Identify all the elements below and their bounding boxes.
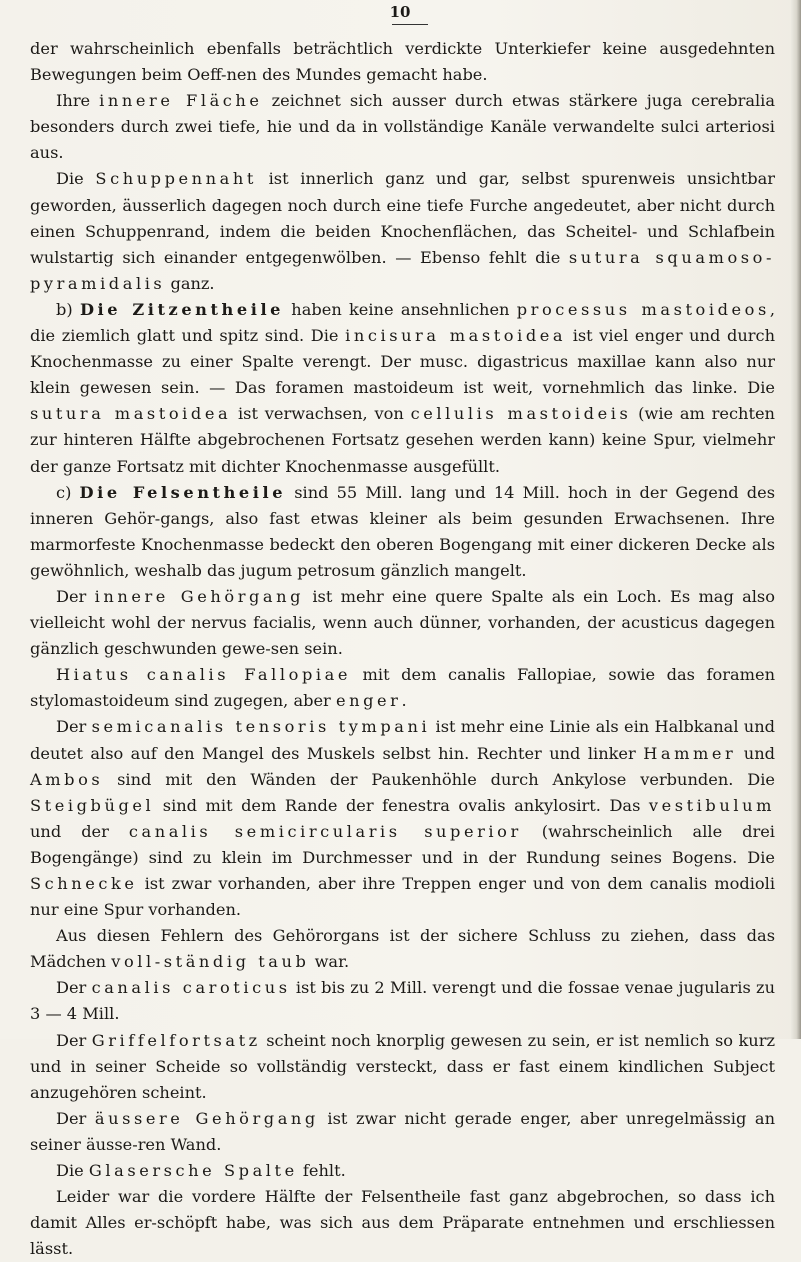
paragraph-conclusion-deaf: Aus diesen Fehlern des Gehörorgans ist der sichere Schluss zu ziehen, dass das Mädchen voll-ständig taub war.	[30, 926, 775, 972]
paragraph-hiatus: Hiatus canalis Fallopiae mit dem canalis Fallopiae, sowie das foramen stylomastoideum sind zugegen, aber enger.	[30, 665, 775, 711]
paragraph-squamous-suture: Die Schuppennaht ist innerlich ganz und gar, selbst spurenweis unsichtbar geworden, äusserlich dagegen noch durch eine tiefe Furche angedeutet, aber nicht durch einen Schuppenrand, indem die beiden Knochenflächen, das Scheitel- und Schlafbein wulstartig sich einander entgegenwölben. — Ebenso fehlt die sutura squamoso-pyramidalis ganz.	[30, 169, 775, 293]
paragraph-inner-surface: Ihre innere Fläche zeichnet sich ausser durch etwas stärkere juga cerebralia besonders durch zwei tiefe, hie und da in vollständige Kanäle verwandelte sulci arteriosi aus.	[30, 91, 775, 163]
paragraph-glaserian: Die Glasersche Spalte fehlt.	[56, 1161, 346, 1181]
paragraph-carotid: Der canalis caroticus ist bis zu 2 Mill. verengt und die fossae venae jugularis zu 3 — 4 Mill.	[30, 978, 775, 1024]
header-rule	[392, 24, 428, 25]
paragraph-internal-meatus: Der innere Gehörgang ist mehr eine quere Spalte als ein Loch. Es mag also vielleicht wohl der nervus facialis, wenn auch dünner, vorhanden, der acusticus dagegen gänzlich geschwunden gewe-sen sein.	[30, 586, 775, 659]
paragraph-final: Leider war die vordere Hälfte der Felsentheile fast ganz abgebrochen, so dass ich damit Alles er-schöpft habe, was sich aus dem Präparate entnehmen und erschliessen lässt.	[30, 1187, 775, 1259]
paragraph-petrous: c) Die Felsentheile sind 55 Mill. lang und 14 Mill. hoch in der Gegend des inneren Gehör-gangs, also fast etwas kleiner als beim gesunden Erwachsenen. Ihre marmorfeste Knochenmasse bedeckt den oberen Bogengang mit einer dickeren Decke als gewöhnlich, weshalb das jugum petrosum gänzlich mangelt.	[30, 482, 776, 580]
paragraph-external-meatus: Der äussere Gehörgang ist zwar nicht gerade enger, aber unregelmässig an seiner äusse-ren Wand.	[30, 1108, 775, 1154]
body-text	[30, 36, 775, 1262]
page-edge-shadow	[791, 0, 801, 1039]
paragraph-styloid: Der Griffelfortsatz scheint noch knorplig gewesen zu sein, er ist nemlich so kurz und in seiner Scheide so vollständig versteckt, dass er fast einem kindlichen Subject anzugehören scheint.	[30, 1030, 775, 1102]
paragraph-semicanal: Der semicanalis tensoris tympani ist mehr eine Linie als ein Halbkanal und deutet also auf den Mangel des Muskels selbst hin. Rechter und linker Hammer und Ambos sind mit den Wänden der Paukenhöhle durch Ankylose verbunden. Die Steigbügel sind mit dem Rande der fenestra ovalis ankylosirt. Das vestibulum und der canalis semicircularis superior (wahrscheinlich alle drei Bogengänge) sind zu klein im Durchmesser und in der Rundung seines Bogens. Die Schnecke ist zwar vorhanden, aber ihre Treppen enger und von dem canalis modioli nur eine Spur vorhanden.	[30, 717, 776, 920]
page-number: 10	[389, 3, 411, 21]
paragraph-mastoid: b) Die Zitzentheile haben keine ansehnlichen processus mastoideos, die ziemlich glatt und spitz sind. Die incisura mastoidea ist viel enger und durch Knochenmasse zu einer Spalte verengt. Der musc. digastricus maxillae kann also nur klein gewesen sein. — Das foramen mastoideum ist weit, vornehmlich das linke. Die sutura mastoidea ist verwachsen, von cellulis mastoideis (wie am rechten zur hinteren Hälfte abgebrochenen Fortsatz gesehen werden kann) keine Spur, vielmehr der ganze Fortsatz mit dichter Knochenmasse ausgefüllt.	[30, 299, 776, 476]
paragraph-continuation: der wahrscheinlich ebenfalls beträchtlich verdickte Unterkiefer keine ausgedehnten Bewegungen beim Oeff-nen des Mundes gemacht habe.	[30, 39, 775, 85]
